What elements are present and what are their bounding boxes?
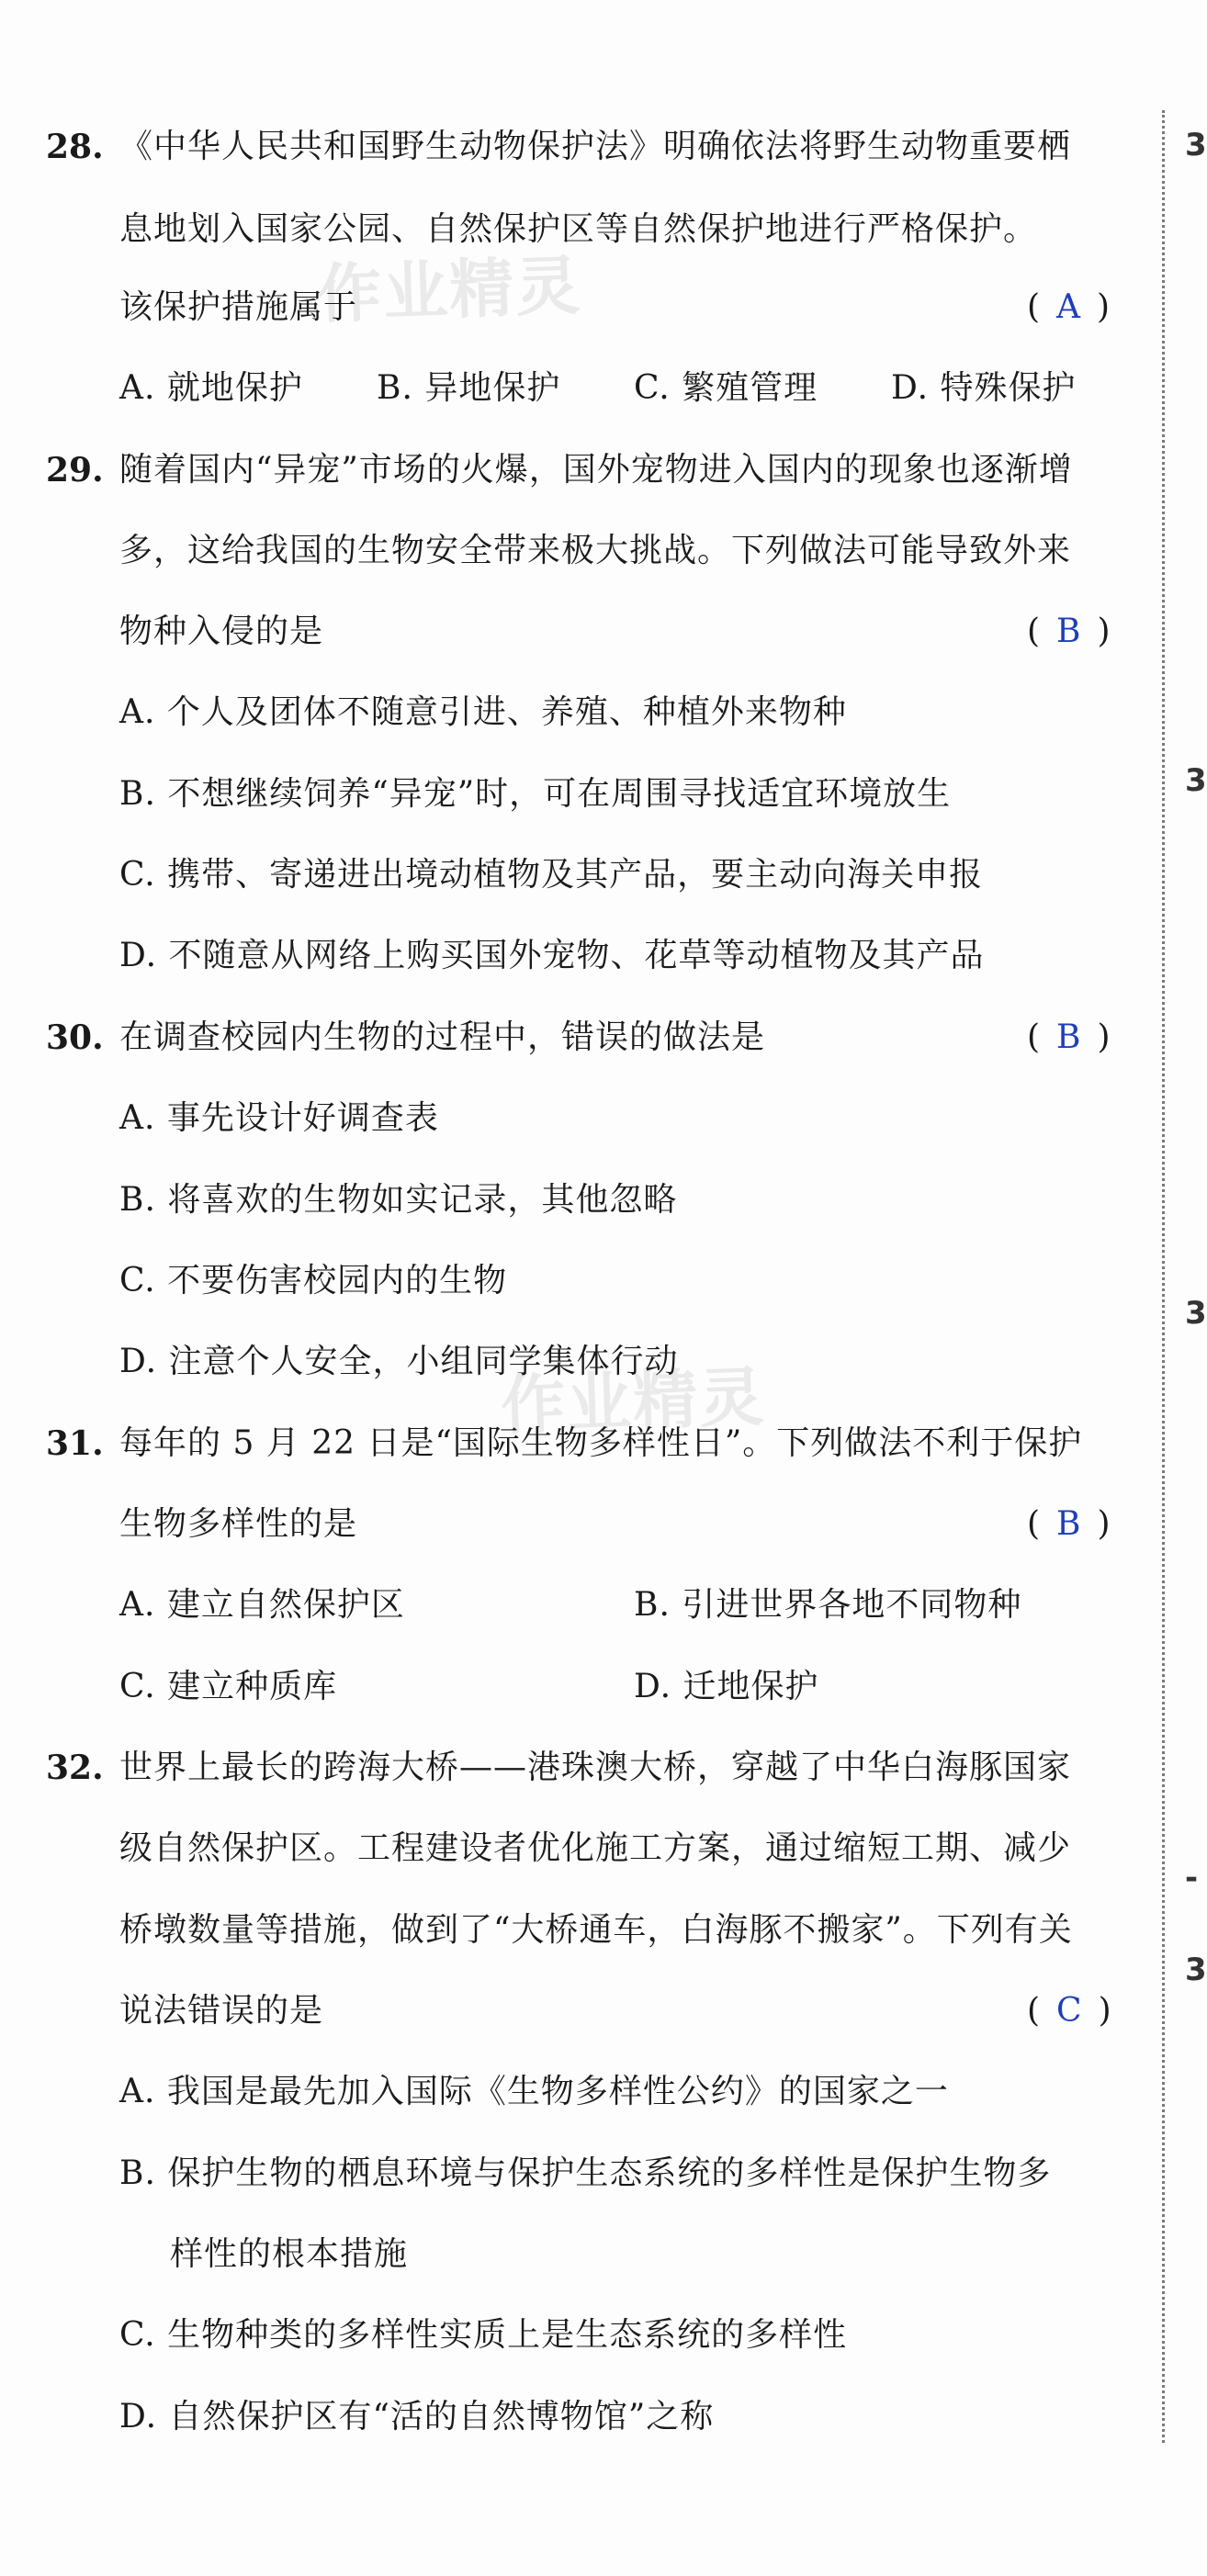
answer-bracket: ( A ) xyxy=(1027,288,1116,326)
answer-letter: B xyxy=(1056,1018,1087,1056)
question-number: 29. xyxy=(46,451,104,489)
question-number: 31. xyxy=(46,1424,104,1463)
question-text: 息地划入国家公园、自然保护区等自然保护地进行严格保护。 xyxy=(119,210,1038,248)
option-c: C. 繁殖管理 xyxy=(634,369,818,407)
question-number: 32. xyxy=(46,1749,104,1787)
answer-bracket: ( B ) xyxy=(1027,1018,1116,1056)
worksheet-page: 3 3 3 - 3 作业精灵 作业精灵 28. 《中华人民共和国野生动物保护法》明确依法将野生动物重要栖 息地划入国家公园、自然保护区等自然保护地进行严格保护。 该保护措施属于 ( A ) A. 就地保护 B. 异地保护 C. 繁殖管理 D. 特殊保护 29. 随着国内“异宠”市场的火爆，国外宠物进入国内的现象也逐渐增 多，这给我国的生物安全带来极大挑战。下列做法可能导致外来 物种入侵的是 ( B ) A. 个人及团体不随意引进、养殖、种植外来物种 B. 不想继续饲养“异宠”时，可在周围寻找适宜环境放生 C. 携带、寄递进出境动植物及其产品，要主动向海关申报 D. 不随意从网络上购买国外宠物、花草等动植物及其产品 30. 在调查校园内生物的过程中，错误的做法是 ( B ) A. 事先设计好调查表 B. 将喜欢的生物如实记录，其他忽略 C. 不要伤害校园内的生物 D. 注意个人安全，小组同学集体行动 31. 每年的 5 月 22 日是“国际生物多样性日”。下列做法不利于保护 生物多样性的是 ( B ) A. 建立自然保护区 B. 引进世界各地不同物种 C. 建立种质库 D. 迁地保护 32. 世界上最长的跨海大桥——港珠澳大桥，穿越了中华白海豚国家 级自然保护区。工程建设者优化施工方案，通过缩短工期、减少 桥墩数量等措施，做到了“大桥通车，白海豚不搬家”。下列有关 说法错误的是 ( C ) A. 我国是最先加入国际《生物多样性公约》的国家之一 B. 保护生物的栖息环境与保护生态系统的多样性是保护生物多 样性的根本措施 C. 生物种类的多样性实质上是生态系统的多样性 D. 自然保护区有“活的自然博物馆”之称 xyxy=(0,0,1202,2576)
option-a: A. 建立自然保护区 xyxy=(119,1586,405,1624)
question-text: 多，这给我国的生物安全带来极大挑战。下列做法可能导致外来 xyxy=(119,532,1072,569)
edge-mark: 3 xyxy=(1185,762,1207,799)
option-b: B. 引进世界各地不同物种 xyxy=(634,1586,1022,1624)
answer-bracket: ( B ) xyxy=(1027,613,1116,650)
option-b: B. 异地保护 xyxy=(377,369,561,407)
answer-letter: B xyxy=(1056,1505,1087,1543)
question-text: 该保护措施属于 xyxy=(119,288,358,326)
edge-mark: 3 xyxy=(1185,127,1207,163)
question-text: 说法错误的是 xyxy=(119,1992,324,2030)
option-a: A. 就地保护 xyxy=(119,369,303,407)
question-text: 随着国内“异宠”市场的火爆，国外宠物进入国内的现象也逐渐增 xyxy=(119,451,1073,489)
option-d: D. 特殊保护 xyxy=(891,369,1077,407)
answer-letter: C xyxy=(1056,1992,1088,2030)
question-text: 世界上最长的跨海大桥——港珠澳大桥，穿越了中华白海豚国家 xyxy=(119,1749,1072,1786)
question-text: 在调查校园内生物的过程中，错误的做法是 xyxy=(119,1018,766,1056)
question-number: 30. xyxy=(46,1018,104,1057)
answer-letter: B xyxy=(1056,613,1087,650)
watermark: 作业精灵 xyxy=(315,247,583,332)
edge-mark: 3 xyxy=(1185,1295,1207,1332)
question-text: 物种入侵的是 xyxy=(119,613,324,650)
edge-mark: 3 xyxy=(1185,1952,1207,1988)
option-d: D. 迁地保护 xyxy=(634,1668,819,1705)
option-c: C. 建立种质库 xyxy=(119,1668,338,1705)
watermark: 作业精灵 xyxy=(499,1358,767,1444)
question-text: 桥墩数量等措施，做到了“大桥通车，白海豚不搬家”。下列有关 xyxy=(119,1911,1073,1949)
answer-letter: A xyxy=(1056,288,1087,326)
question-text: 生物多样性的是 xyxy=(119,1505,358,1543)
question-text: 《中华人民共和国野生动物保护法》明确依法将野生动物重要栖 xyxy=(119,128,1072,165)
question-number: 28. xyxy=(46,128,104,166)
question-text: 级自然保护区。工程建设者优化施工方案，通过缩短工期、减少 xyxy=(119,1829,1072,1867)
answer-bracket: ( B ) xyxy=(1027,1505,1116,1543)
column-divider xyxy=(1162,110,1165,2443)
edge-mark: - xyxy=(1185,1860,1199,1896)
question-text: 每年的 5 月 22 日是“国际生物多样性日”。下列做法不利于保护 xyxy=(119,1424,1083,1462)
answer-bracket: ( C ) xyxy=(1027,1992,1117,2030)
